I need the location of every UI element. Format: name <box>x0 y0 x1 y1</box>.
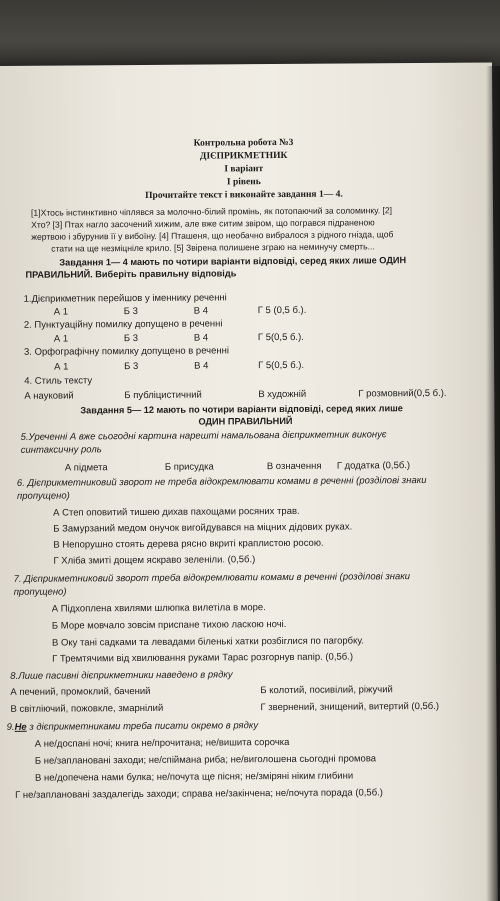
option-v: В 4 <box>193 305 209 317</box>
question-9-number: 9. <box>6 721 15 733</box>
option-g: Г 5(0,5 б.). <box>257 331 304 344</box>
option-g: Г 5(0,5 б.). <box>258 359 305 372</box>
option-g: Г звернений, знищений, витертий (0,5б.) <box>260 700 440 714</box>
option-b: Б 3 <box>124 361 139 373</box>
option-a: А 1 <box>54 361 69 373</box>
option-a: А не/доспані ночі; книга не/прочитана; не/вишита сорочка <box>34 736 290 750</box>
option-a: А підмета <box>64 462 108 474</box>
passage-line: Хто? [3] Птах нагло засочений хижим, але вже ситим звіром, що погрався підраненою <box>31 217 375 230</box>
option-b: Б не/заплановані заходи; не/спіймана риба; не/виголошена сьогодні промова <box>34 753 377 767</box>
passage-line: стати на ще незміцніле крило. [5] Звірена полишене зграю на неминучу смерть... <box>51 241 375 254</box>
question-4: 4. Стиль тексту <box>24 375 93 387</box>
option-a: А 1 <box>53 333 69 345</box>
question-6: 6. Дієприкметниковий зворот не треба відокремлювати комами в реченні (розділові знаки <box>16 474 427 489</box>
option-a: А Підхоплена хвилями шлюпка вилетіла в море. <box>51 602 266 615</box>
edge-shadow <box>486 66 500 901</box>
variant-heading: І варіант <box>224 164 264 175</box>
option-v: В Оку тані садками та левадами біленькі хатки розбіглися по пагорбку. <box>51 635 364 649</box>
option-a: А 1 <box>53 306 69 318</box>
option-v: В світліючий, пожовкле, змарнілий <box>10 702 164 715</box>
option-a: А науковий <box>24 390 74 402</box>
topic-heading: ДІЄПРИКМЕТНИК <box>199 150 288 162</box>
section-2-heading-cont: ОДИН ПРАВИЛЬНИЙ <box>198 415 293 427</box>
question-6-cont: пропущено) <box>16 490 70 502</box>
option-g: Г Хліба змиті дощем яскраво зеленіли. (0,5б.) <box>53 554 256 567</box>
option-b: Б колотий, посивілий, ріжучий <box>260 684 393 697</box>
worksheet <box>0 63 492 801</box>
section-1-heading: Завдання 1— 4 мають по чотири варіанти відповіді, серед яких лише ОДИН <box>59 255 407 268</box>
option-a: А Степ оповитий тишею дихав пахощами росяних трав. <box>53 505 300 519</box>
option-g: Г додатка (0,5б.) <box>336 460 411 472</box>
option-v: В 4 <box>194 360 209 372</box>
section-2-heading: Завдання 5— 12 мають по чотири варіанти відповіді, серед яких лише <box>80 403 403 416</box>
option-g: Г не/заплановані заздалегідь заходи; справа не/закінчена; не/почута порада (0,5б.) <box>15 787 383 801</box>
option-b: Б присудка <box>164 461 214 473</box>
question-9-text: з дієприкметниками треба писати окремо в рядку <box>26 720 259 733</box>
paper-sheet <box>0 63 498 901</box>
question-9-keyword: Не <box>14 721 27 733</box>
option-g: Г Тремтячими від хвилювання руками Тарас розгорнув папір. (0,5б.) <box>52 651 354 665</box>
question-7-cont: пропущено) <box>13 586 67 598</box>
question-8: 8.Лише пасивні дієприкметники наведено в рядку <box>10 669 233 682</box>
question-3: 3. Орфографічну помилку допущено в реченні <box>23 345 230 358</box>
question-9 <box>7 720 259 733</box>
option-v: В означення <box>266 460 322 473</box>
passage-line: [1]Хтось інстинктивно чіплявся за молочно-білий промінь, як потопаючий за соломинку. [2] <box>30 205 393 218</box>
option-b: Б 3 <box>123 306 138 318</box>
question-5-cont: синтаксичну роль <box>20 444 102 456</box>
option-b: Б 3 <box>123 333 139 345</box>
option-g: Г розмовний(0,5 б.). <box>358 387 447 400</box>
option-v: В Непорушно стоять дерева рясно вкриті краплистою росою. <box>53 537 324 551</box>
option-a: А печений, промоклий, бачений <box>10 685 151 698</box>
option-v: В художній <box>258 388 307 401</box>
passage-line: жертвою і збурунив її у вибоїну. [4] Пташеня, що необачно вибралося з рідного гнізда, щоб <box>31 229 394 242</box>
option-v: В не/допечена нами булка; не/почута ще пісня; не/зміряні ніким глибини <box>34 770 354 784</box>
worksheet-title: Контрольна робота №3 <box>193 137 294 149</box>
section-1-heading-cont: ПРАВИЛЬНИЙ. Виберіть правильну відповідь <box>25 268 237 280</box>
question-7: 7. Дієприкметниковий зворот треба відокремлювати комами в реченні (розділові знаки <box>13 571 411 585</box>
question-5: 5.Уреченні А вже сьогодні картина нарешті намальована дієприкметник виконує <box>20 429 387 443</box>
level-heading: І рівень <box>226 177 261 188</box>
option-v: В 4 <box>193 332 209 344</box>
option-g: Г 5 (0,5 б.). <box>257 304 307 317</box>
option-b: Б Море мовчало зовсім приспане тихою ласкою ночі. <box>51 618 287 632</box>
instruction-text: Прочитайте текст і виконайте завдання 1— 4. <box>145 189 343 201</box>
option-b: Б публіцистичний <box>124 389 202 402</box>
question-1: 1.Дієприкметник перейшов у іменнику реченні <box>23 292 227 305</box>
question-2: 2. Пунктуаційну помилку допущено в реченні <box>23 318 223 331</box>
option-b: Б Замурзаний медом онучок вигойдувався на міцних дідових руках. <box>53 521 353 535</box>
